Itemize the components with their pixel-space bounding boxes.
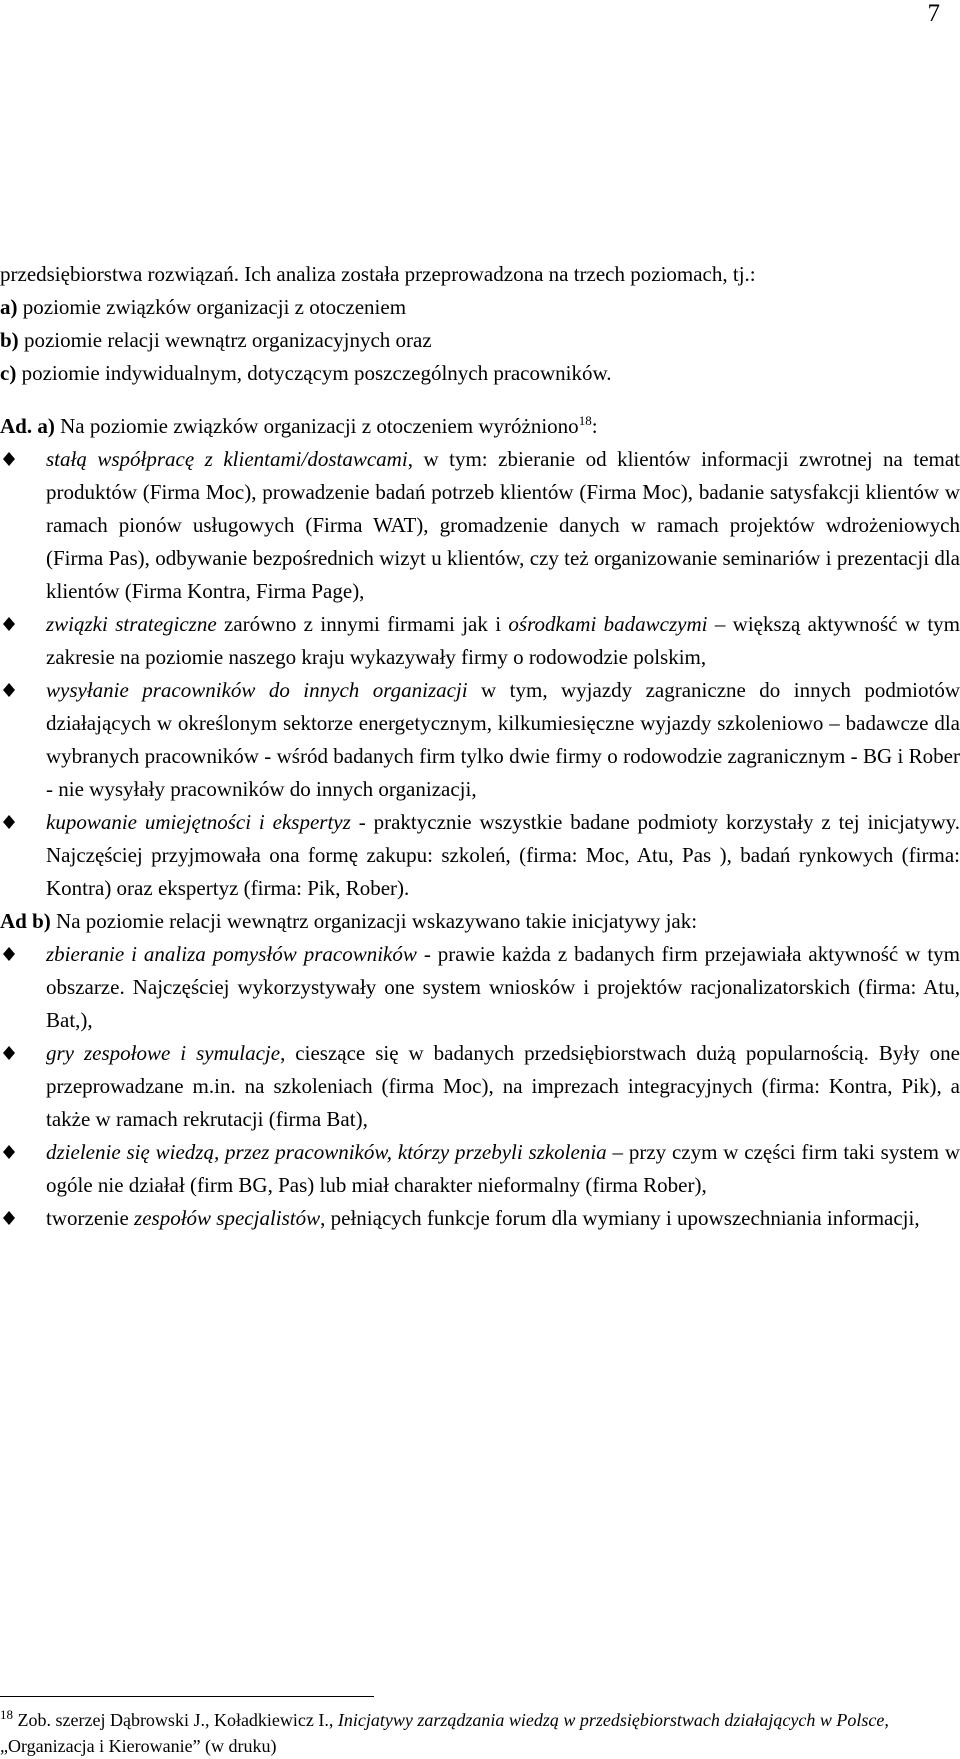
intro-paragraph: przedsiębiorstwa rozwiązań. Ich analiza została przeprowadzona na trzech poziomach, tj.: [0, 262, 756, 286]
list-item-italic: kupowanie umiejętności i ekspertyz [46, 810, 351, 834]
diamond-bullet-icon [2, 947, 16, 961]
diamond-bullet-icon [2, 683, 16, 697]
level-c-letter: c) [0, 361, 17, 385]
list-item-text: w tym, wyjazdy zagraniczne do innych podmiotów działających w określonym sektorze energetycznym, kilkumiesięczne wyjazdy szkoleniowo – badawcze dla wybranych pracowników - wśród badanych firm tylko dwie firmy o rodowodzie zagranicznym - BG i Rober - nie wysyłały pracowników do innych organizacji, [46, 678, 960, 801]
level-b [0, 324, 960, 357]
list-item [0, 806, 960, 905]
diamond-bullet-icon [2, 1046, 16, 1060]
section-a-heading-text: Na poziomie związków organizacji z otoczeniem wyróżniono [60, 414, 579, 438]
level-a-text: poziomie związków organizacji z otoczeniem [22, 295, 407, 319]
list-item-italic: zbieranie i analiza pomysłów pracowników [46, 942, 417, 966]
level-c [0, 357, 960, 390]
list-item [0, 1202, 960, 1235]
level-a-letter: a) [0, 295, 18, 319]
section-a-heading-colon: : [591, 414, 598, 438]
footnote-number: 18 [0, 1707, 13, 1722]
section-b-label: Ad b) [0, 909, 51, 933]
section-a-label: Ad. a) [0, 414, 55, 438]
level-a [0, 291, 960, 324]
diamond-bullet-icon [2, 452, 16, 466]
section-b-heading-text: Na poziomie relacji wewnątrz organizacji wskazywano takie inicjatywy jak: [50, 909, 698, 933]
footnote-title: Inicjatywy zarządzania wiedzą w przedsiębiorstwach działających w Polsce, [337, 1710, 889, 1730]
footnote-divider [0, 1696, 374, 1697]
list-item-italic: dzielenie się wiedzą, przez pracowników, którzy przebyli szkolenia [46, 1140, 607, 1164]
section-a-heading [0, 410, 960, 443]
list-item [0, 1136, 960, 1202]
footnote-authors: Zob. szerzej Dąbrowski J., Koładkiewicz I., [13, 1710, 338, 1730]
diamond-bullet-icon [2, 815, 16, 829]
list-item [0, 608, 960, 674]
list-item-text: , cieszące się w badanych przedsiębiorstwach dużą popularnością. Były one przeprowadzane m.in. na szkoleniach (firma Moc), na imprezach integracyjnych (firma: Kontra, Pik), a także w ramach rekrutacji (firma Bat), [46, 1041, 960, 1131]
list-item-italic: stałą współpracę z klientami/dostawcami [46, 447, 408, 471]
footnote-source: „Organizacja i Kierowanie” (w druku) [0, 1736, 277, 1756]
list-item-text: , w tym: zbieranie od klientów informacji zwrotnej na temat produktów (Firma Moc), prowadzenie badań potrzeb klientów (Firma Moc), badanie satysfakcji klientów w ramach pionów usługowych (Firma WAT), gromadzenie danych w ramach projektów wdrożeniowych (Firma Pas), odbywanie bezpośrednich wizyt u klientów, czy też organizowanie seminariów i prezentacji dla klientów (Firma Kontra, Firma Page), [46, 447, 960, 603]
diamond-bullet-icon [2, 1211, 16, 1225]
list-item-text: , pełniących funkcje forum dla wymiany i upowszechniania informacji, [320, 1206, 920, 1230]
list-item [0, 1037, 960, 1136]
list-item-italic: zespołów specjalistów [134, 1206, 321, 1230]
list-item [0, 443, 960, 608]
list-item-italic-2: ośrodkami badawczymi [508, 612, 708, 636]
list-item-text: zarówno z innymi firmami jak i [216, 612, 509, 636]
level-c-text: poziomie indywidualnym, dotyczącym poszczególnych pracowników. [21, 361, 612, 385]
section-b-heading [0, 905, 960, 938]
footnote [0, 1707, 930, 1759]
list-item-text: - prawie każda z badanych firm przejawiała aktywność w tym obszarze. Najczęściej wykorzystywały one system wniosków i projektów racjonalizatorskich (firma: Atu, Bat,), [46, 942, 960, 1032]
list-item-italic: gry zespołowe i symulacje [46, 1041, 281, 1065]
list-item [0, 674, 960, 806]
diamond-bullet-icon [2, 617, 16, 631]
document-body [0, 258, 960, 1235]
list-item-text: – większą aktywność w tym zakresie na poziomie naszego kraju wykazywały firmy o rodowodzie polskim, [46, 612, 960, 669]
list-item [0, 938, 960, 1037]
diamond-bullet-icon [2, 1145, 16, 1159]
list-item-text: – przy czym w części firm taki system w ogóle nie działał (firm BG, Pas) lub miał charakter nieformalny (firma Rober), [46, 1140, 960, 1197]
list-item-italic: wysyłanie pracowników do innych organizacji [46, 678, 468, 702]
list-item-text-pre: tworzenie [46, 1206, 135, 1230]
list-item-text: - praktycznie wszystkie badane podmioty korzystały z tej inicjatywy. Najczęściej przyjmowała ona formę zakupu: szkoleń, (firma: Moc, Atu, Pas ), badań rynkowych (firma: Kontra) oraz ekspertyz (firma: Pik, Rober). [46, 810, 960, 900]
page-number: 7 [927, 0, 940, 27]
level-b-text: poziomie relacji wewnątrz organizacyjnych oraz [23, 328, 432, 352]
footnote-reference[interactable]: 18 [578, 413, 592, 428]
list-item-italic: związki strategiczne [46, 612, 217, 636]
level-b-letter: b) [0, 328, 19, 352]
